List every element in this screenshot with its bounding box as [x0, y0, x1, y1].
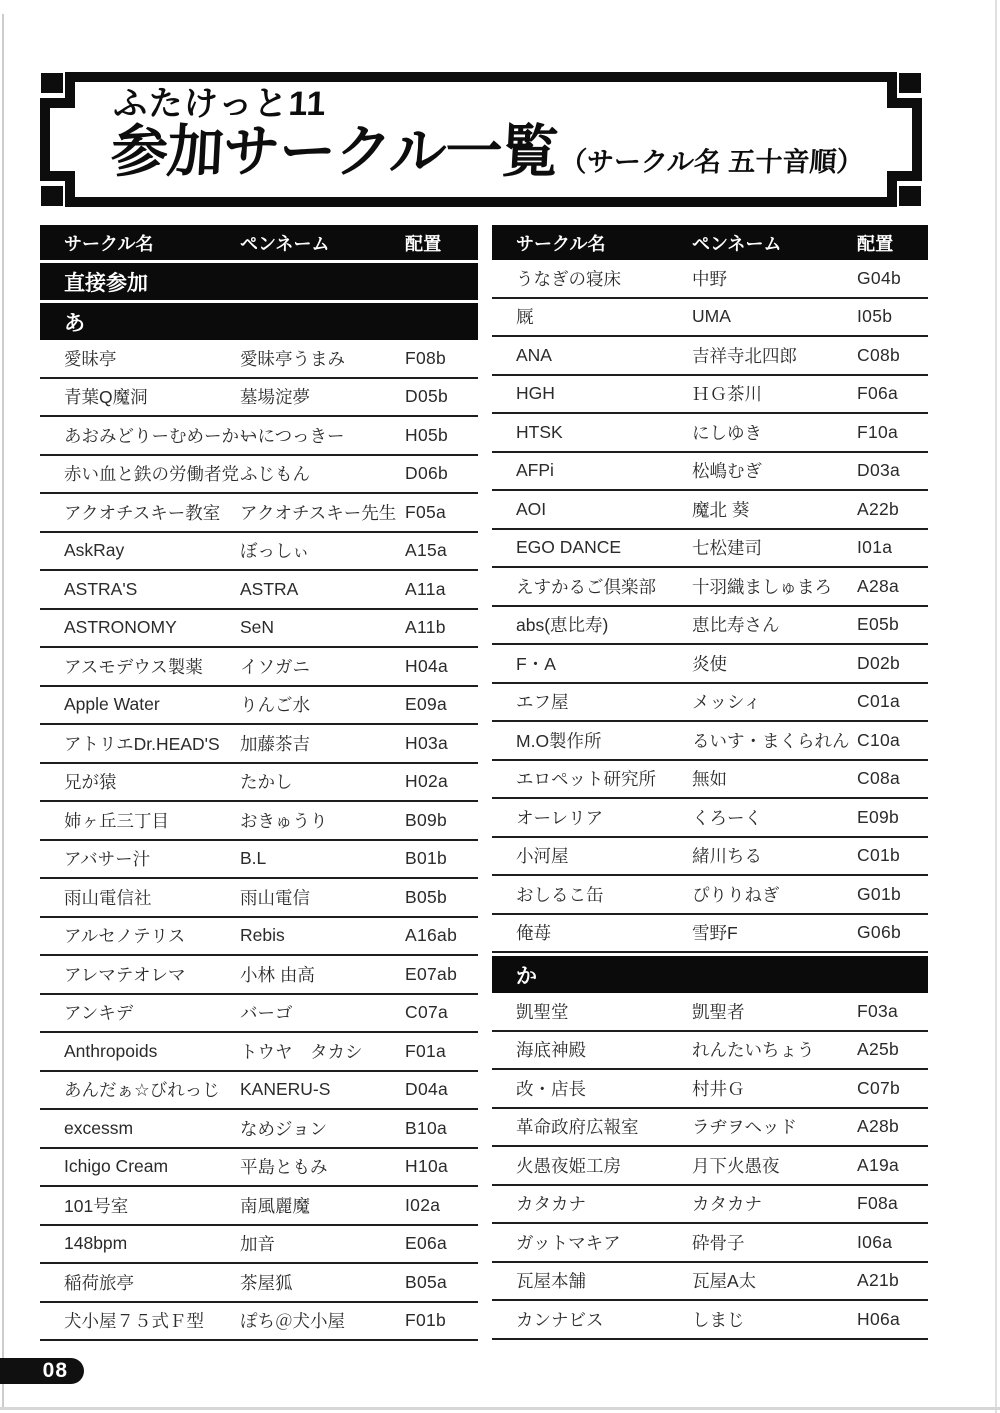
table-row: [492, 453, 928, 492]
circle-name-cell: 青葉Q魔洞: [64, 387, 148, 408]
pen-name-cell: トウヤ タカシ: [240, 1041, 363, 1062]
placement-cell: F08b: [405, 347, 447, 368]
circle-name-cell: 赤い血と鉄の労働者党: [64, 464, 239, 485]
table-row: [40, 1149, 478, 1188]
table-row: [40, 610, 478, 649]
table-row: [40, 956, 478, 995]
placement-cell: D05b: [405, 386, 449, 407]
placement-cell: C07b: [857, 1077, 901, 1098]
pen-name-cell: 加音: [240, 1234, 275, 1255]
table-row: [40, 648, 478, 687]
pen-name-cell: ぽち＠犬小屋: [240, 1311, 345, 1332]
table-row: [492, 1263, 928, 1302]
table-row: [492, 645, 928, 684]
table-row: [492, 530, 928, 569]
table-row: [40, 841, 478, 880]
placement-cell: F03a: [857, 1000, 899, 1021]
table-row: [492, 722, 928, 761]
circle-name-cell: Ichigo Cream: [64, 1156, 169, 1177]
placement-cell: G06b: [857, 922, 902, 943]
placement-cell: F06a: [857, 383, 899, 404]
circle-name-cell: 愛昧亭: [64, 348, 117, 369]
placement-cell: C07a: [405, 1002, 449, 1023]
placement-cell: C10a: [857, 729, 901, 750]
placement-cell: F08a: [857, 1193, 899, 1214]
pen-name-cell: 平島ともみ: [240, 1157, 328, 1178]
pen-name-cell: 茶屋狐: [240, 1272, 293, 1293]
placement-cell: H02a: [405, 771, 449, 792]
placement-cell: C01b: [857, 845, 901, 866]
pen-name-cell: 緒川ちる: [692, 846, 762, 867]
circle-table-left: [40, 225, 478, 1341]
circle-name-cell: HGH: [516, 383, 555, 404]
circle-name-cell: F・A: [516, 653, 556, 674]
pen-name-cell: 松嶋むぎ: [692, 461, 762, 482]
placement-cell: B05b: [405, 886, 448, 907]
column-placement: 配置: [405, 233, 442, 254]
table-header: [40, 225, 478, 260]
placement-cell: D02b: [857, 652, 901, 673]
placement-cell: G04b: [857, 267, 902, 288]
table-row: [40, 533, 478, 572]
circle-name-cell: HTSK: [516, 421, 563, 442]
table-row: [40, 494, 478, 533]
table-row: [492, 260, 928, 299]
circle-name-cell: 稲荷旅亭: [64, 1272, 134, 1293]
pen-name-cell: B.L: [240, 848, 267, 869]
scan-edge-left: [2, 14, 4, 1407]
circle-name-cell: アレマテオレマ: [64, 964, 186, 985]
table-header: [492, 225, 928, 260]
circle-name-cell: ASTRA'S: [64, 578, 138, 599]
pen-name-cell: 吉祥寺北四郎: [692, 345, 797, 366]
pen-name-cell: にしゆき: [692, 422, 762, 443]
table-row: [40, 456, 478, 495]
pen-name-cell: ＨＧ茶川: [692, 384, 762, 405]
page-subtitle: （サークル名 五十音順）: [559, 146, 865, 177]
circle-name-cell: オーレリア: [516, 807, 604, 828]
page-title: 参加サークル一覧: [109, 119, 560, 184]
circle-name-cell: 瓦屋本舗: [516, 1271, 586, 1292]
circle-name-cell: AskRay: [64, 540, 125, 561]
table-row: [40, 879, 478, 918]
circle-name-cell: えすかるご倶楽部: [516, 576, 656, 597]
pen-name-cell: くろーく: [692, 807, 762, 828]
placement-cell: B10a: [405, 1117, 448, 1138]
table-row: [40, 1110, 478, 1149]
column-circle-name: サークル名: [516, 233, 606, 254]
circle-name-cell: M.O製作所: [516, 730, 602, 751]
circle-name-cell: 凱聖堂: [516, 1001, 569, 1022]
circle-name-cell: 火愚夜姫工房: [516, 1155, 621, 1176]
pen-name-cell: ASTRA: [240, 578, 299, 599]
page-number: [0, 1358, 84, 1384]
pen-name-cell: 月下火愚夜: [692, 1155, 780, 1176]
pen-name-cell: 雪野F: [692, 923, 738, 944]
circle-name-cell: アスモデウス製薬: [64, 656, 203, 677]
pen-name-cell: UMA: [692, 306, 731, 327]
table-row: [40, 1072, 478, 1111]
placement-cell: F01b: [405, 1310, 447, 1331]
column-circle-name: サークル名: [64, 233, 154, 254]
event-name: ふたけっと11: [112, 85, 328, 123]
title-frame: [40, 72, 922, 207]
circle-name-cell: カンナビス: [516, 1309, 604, 1330]
table-row: [40, 1303, 478, 1342]
placement-cell: E07ab: [405, 963, 458, 984]
placement-cell: B01b: [405, 848, 448, 869]
pen-name-cell: SeN: [240, 617, 275, 638]
table-row: [40, 995, 478, 1034]
placement-cell: H10a: [405, 1156, 449, 1177]
table-body: [40, 263, 478, 1341]
circle-name-cell: か: [516, 964, 537, 988]
pen-name-cell: カタカナ: [692, 1194, 762, 1215]
table-body: [492, 260, 928, 1340]
title-row: [109, 119, 865, 184]
table-row: [492, 799, 928, 838]
circle-name-cell: 改・店長: [516, 1078, 586, 1099]
circle-name-cell: 姉ヶ丘三丁目: [64, 810, 169, 831]
table-row: [492, 607, 928, 646]
table-row: [40, 263, 478, 300]
placement-cell: I05b: [857, 306, 893, 327]
table-row: [492, 337, 928, 376]
placement-cell: G01b: [857, 883, 902, 904]
circle-name-cell: うなぎの寝床: [516, 268, 621, 289]
circle-name-cell: アトリエDr.HEAD'S: [64, 733, 220, 754]
circle-name-cell: あおみどりーむめーかー: [64, 425, 257, 446]
placement-cell: A16ab: [405, 925, 458, 946]
circle-name-cell: EGO DANCE: [516, 537, 622, 558]
circle-name-cell: あ: [64, 311, 85, 335]
placement-cell: E09b: [857, 806, 900, 827]
placement-cell: F05a: [405, 501, 447, 522]
pen-name-cell: 加藤茶吉: [240, 733, 310, 754]
circle-name-cell: アルセノテリス: [64, 926, 186, 947]
pen-name-cell: バーゴ: [240, 1003, 293, 1024]
table-row: [40, 571, 478, 610]
placement-cell: C01a: [857, 691, 901, 712]
pen-name-cell: 雨山電信: [240, 887, 310, 908]
placement-cell: A22b: [857, 498, 900, 519]
circle-name-cell: あんだぁ☆びれっじ: [64, 1080, 220, 1101]
table-row: [40, 1226, 478, 1265]
circle-name-cell: アンキデ: [64, 1003, 134, 1024]
pen-name-cell: イソガニ: [240, 656, 310, 677]
pen-name-cell: 墓場淀夢: [240, 387, 310, 408]
circle-name-cell: アバサー汁: [64, 849, 151, 870]
pen-name-cell: りんご水: [240, 695, 310, 716]
circle-name-cell: エロペット研究所: [516, 769, 656, 790]
circle-name-cell: 101号室: [64, 1195, 129, 1216]
placement-cell: H06a: [857, 1308, 901, 1329]
circle-name-cell: カタカナ: [516, 1194, 586, 1215]
scan-edge-right: [995, 0, 997, 1413]
placement-cell: C08b: [857, 344, 901, 365]
circle-table-right: [492, 225, 928, 1340]
pen-name-cell: 村井Ｇ: [692, 1078, 745, 1099]
pen-name-cell: ぴりりねぎ: [692, 884, 780, 905]
pen-name-cell: アクオチスキー先生: [240, 502, 397, 523]
placement-cell: I06a: [857, 1231, 893, 1252]
placement-cell: B05a: [405, 1271, 448, 1292]
placement-cell: E09a: [405, 694, 448, 715]
pen-name-cell: 中野: [692, 268, 727, 289]
placement-cell: H03a: [405, 732, 449, 753]
table-row: [40, 725, 478, 764]
pen-name-cell: 炎使: [692, 653, 727, 674]
table-row: [40, 379, 478, 418]
pen-name-cell: いにつっきー: [240, 425, 345, 446]
table-row: [492, 414, 928, 453]
placement-cell: E05b: [857, 614, 900, 635]
table-row: [492, 761, 928, 800]
placement-cell: B09b: [405, 809, 448, 830]
placement-cell: H05b: [405, 424, 449, 445]
pen-name-cell: なめジョン: [240, 1118, 328, 1139]
pen-name-cell: しまじ: [692, 1309, 745, 1330]
pen-name-cell: 砕骨子: [692, 1232, 745, 1253]
pen-name-cell: 愛昧亭うまみ: [240, 348, 345, 369]
circle-name-cell: Apple Water: [64, 694, 160, 715]
circle-name-cell: AFPi: [516, 460, 554, 481]
table-row: [492, 1224, 928, 1263]
circle-name-cell: 直接参加: [64, 271, 148, 295]
placement-cell: A21b: [857, 1270, 900, 1291]
pen-name-cell: たかし: [240, 772, 293, 793]
pen-name-cell: メッシィ: [692, 692, 761, 713]
pen-name-cell: 南風麗魔: [240, 1195, 310, 1216]
circle-name-cell: ASTRONOMY: [64, 617, 177, 638]
page-number-label: 08: [42, 1359, 68, 1382]
pen-name-cell: 小林 由高: [240, 964, 315, 985]
circle-name-cell: 厩: [516, 307, 534, 328]
table-row: [492, 568, 928, 607]
table-row: [40, 1264, 478, 1303]
table-row: [492, 491, 928, 530]
placement-cell: A28b: [857, 1116, 900, 1137]
table-row: [492, 1109, 928, 1148]
pen-name-cell: ぼっしぃ: [240, 541, 310, 562]
table-row: [492, 1070, 928, 1109]
table-row: [40, 1187, 478, 1226]
column-pen-name: ペンネーム: [240, 233, 330, 254]
pen-name-cell: 凱聖者: [692, 1001, 745, 1022]
circle-name-cell: アクオチスキー教室: [64, 502, 221, 523]
table-row: [40, 918, 478, 957]
pen-name-cell: 七松建司: [692, 538, 762, 559]
placement-cell: A15a: [405, 540, 448, 561]
pen-name-cell: れんたいちょう: [692, 1040, 815, 1061]
table-row: [492, 1032, 928, 1071]
placement-cell: I01a: [857, 537, 893, 558]
circle-name-cell: 海底神殿: [516, 1040, 586, 1061]
pen-name-cell: KANERU-S: [240, 1079, 331, 1100]
pen-name-cell: Rebis: [240, 925, 285, 946]
pen-name-cell: 瓦屋A太: [692, 1271, 757, 1292]
pen-name-cell: ラヂヲヘッド: [692, 1117, 797, 1138]
table-row: [40, 764, 478, 803]
table-row: [492, 1186, 928, 1225]
table-row: [492, 684, 928, 723]
circle-name-cell: ガットマキア: [516, 1232, 621, 1253]
table-row: [492, 299, 928, 338]
column-placement: 配置: [857, 233, 894, 254]
placement-cell: F01a: [405, 1040, 447, 1061]
table-row: [40, 340, 478, 379]
circle-name-cell: Anthropoids: [64, 1040, 158, 1061]
table-row: [492, 1301, 928, 1340]
table-row: [40, 1033, 478, 1072]
pen-name-cell: 恵比寿さん: [692, 615, 780, 636]
pen-name-cell: おきゅうり: [240, 810, 328, 831]
circle-name-cell: 兄が猿: [64, 772, 117, 793]
circle-name-cell: 148bpm: [64, 1233, 128, 1254]
table-row: [40, 303, 478, 340]
circle-name-cell: 犬小屋７５式Ｆ型: [64, 1311, 204, 1332]
table-row: [492, 876, 928, 915]
placement-cell: I02a: [405, 1194, 441, 1215]
placement-cell: D03a: [857, 460, 901, 481]
placement-cell: F10a: [857, 421, 899, 442]
circle-name-cell: 俺苺: [516, 923, 551, 944]
placement-cell: D04a: [405, 1079, 449, 1100]
placement-cell: E06a: [405, 1233, 448, 1254]
circle-name-cell: おしるこ缶: [516, 884, 604, 905]
placement-cell: H04a: [405, 655, 449, 676]
pen-name-cell: るいす・まくられん: [692, 730, 850, 751]
circle-name-cell: abs(恵比寿): [516, 615, 609, 636]
circle-name-cell: 革命政府広報室: [516, 1117, 639, 1138]
table-row: [492, 993, 928, 1032]
placement-cell: A19a: [857, 1154, 900, 1175]
circle-name-cell: ANA: [516, 344, 552, 365]
placement-cell: D06b: [405, 463, 449, 484]
table-row: [492, 376, 928, 415]
pen-name-cell: 無如: [692, 769, 727, 790]
circle-name-cell: 小河屋: [516, 846, 569, 867]
table-row: [492, 915, 928, 954]
table-row: [492, 956, 928, 993]
circle-name-cell: 雨山電信社: [64, 887, 152, 908]
table-row: [492, 1147, 928, 1186]
placement-cell: A28a: [857, 575, 900, 596]
circle-name-cell: エフ屋: [516, 692, 569, 713]
column-pen-name: ペンネーム: [692, 233, 782, 254]
placement-cell: A25b: [857, 1039, 900, 1060]
circle-name-cell: excessm: [64, 1117, 134, 1138]
placement-cell: A11a: [405, 578, 446, 599]
table-row: [40, 802, 478, 841]
pen-name-cell: 魔北 葵: [692, 499, 750, 520]
pen-name-cell: 十羽織ましゅまろ: [692, 576, 832, 597]
table-row: [40, 417, 478, 456]
title-block: [109, 84, 867, 183]
table-row: [492, 838, 928, 877]
scan-edge-bottom: [0, 1407, 1000, 1410]
table-row: [40, 687, 478, 726]
placement-cell: A11b: [405, 617, 446, 638]
circle-name-cell: AOI: [516, 498, 547, 519]
placement-cell: C08a: [857, 768, 901, 789]
pen-name-cell: ふじもん: [240, 464, 310, 485]
